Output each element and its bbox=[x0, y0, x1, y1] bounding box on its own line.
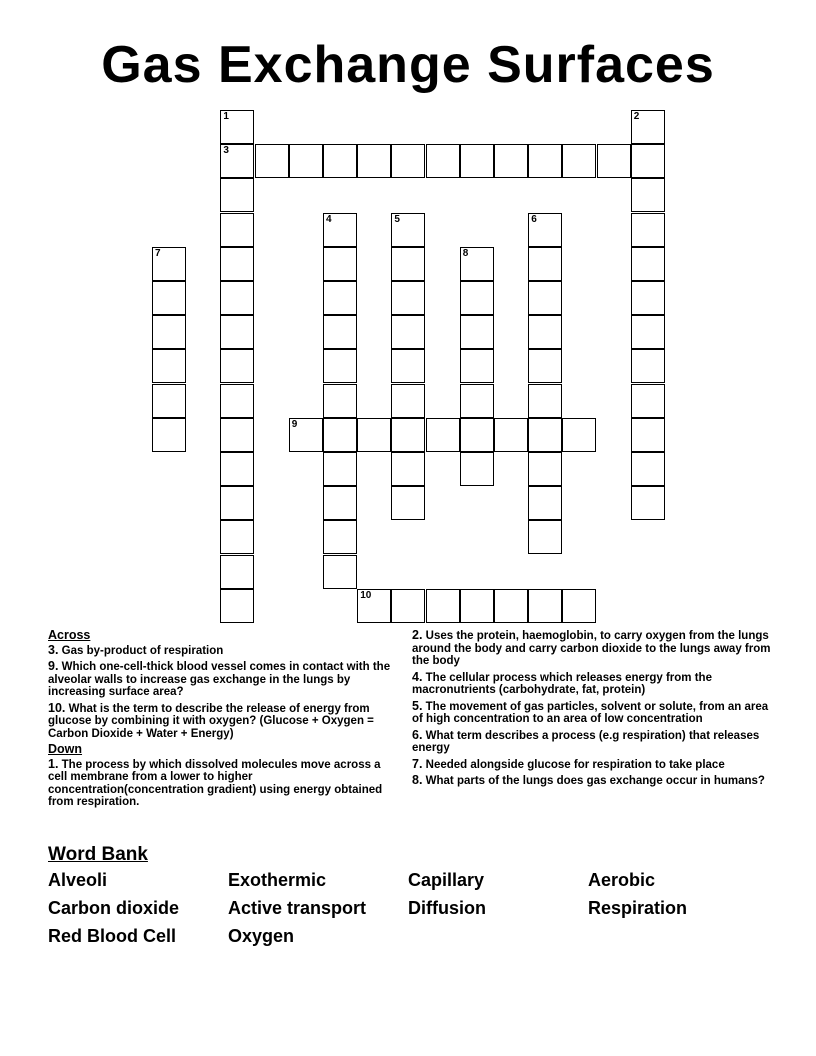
clue-item-number: 6. bbox=[412, 727, 423, 742]
crossword-cell[interactable] bbox=[323, 384, 357, 418]
word-bank-item: Aerobic bbox=[588, 870, 656, 890]
clue-item-text: Which one-cell-thick blood vessel comes in contact with the alveolar walls to increase gas exchange in the lungs by increasing surface area? bbox=[48, 661, 391, 698]
crossword-cell[interactable] bbox=[220, 555, 254, 589]
crossword-cell[interactable] bbox=[460, 281, 494, 315]
crossword-cell[interactable] bbox=[494, 418, 528, 452]
word-bank-title: Word Bank bbox=[48, 844, 148, 865]
clue-item-text: The movement of gas particles, solvent or solute, from an area of high concentration to an area of low concentration bbox=[412, 700, 769, 725]
crossword-cell[interactable] bbox=[631, 486, 665, 520]
crossword-cell[interactable] bbox=[152, 315, 186, 349]
crossword-cell[interactable] bbox=[220, 452, 254, 486]
crossword-cell[interactable] bbox=[562, 589, 596, 623]
crossword-cell[interactable] bbox=[631, 213, 665, 247]
crossword-cell[interactable] bbox=[391, 452, 425, 486]
clue-item bbox=[48, 660, 400, 699]
crossword-cell[interactable] bbox=[220, 144, 254, 178]
crossword-cell[interactable] bbox=[631, 315, 665, 349]
clue-item bbox=[412, 671, 772, 697]
crossword-cell[interactable] bbox=[391, 213, 425, 247]
crossword-cell[interactable] bbox=[152, 384, 186, 418]
word-bank-item: Diffusion bbox=[408, 898, 486, 918]
crossword-cell[interactable] bbox=[391, 315, 425, 349]
crossword-cell[interactable] bbox=[528, 281, 562, 315]
crossword-cell[interactable] bbox=[220, 178, 254, 212]
word-bank-item: Exothermic bbox=[228, 870, 327, 890]
crossword-cell[interactable] bbox=[323, 213, 357, 247]
crossword-cell[interactable] bbox=[391, 349, 425, 383]
crossword-cell[interactable] bbox=[323, 418, 357, 452]
clue-item-number: 7. bbox=[412, 756, 423, 771]
clue-item-number: 1. bbox=[48, 756, 59, 771]
crossword-cell[interactable] bbox=[220, 384, 254, 418]
crossword-cell[interactable] bbox=[528, 520, 562, 554]
crossword-cell[interactable] bbox=[562, 418, 596, 452]
crossword-cell[interactable] bbox=[220, 110, 254, 144]
clue-item-number: 5. bbox=[412, 698, 423, 713]
crossword-cell[interactable] bbox=[460, 247, 494, 281]
clue-item-text: Gas by-product of respiration bbox=[61, 644, 224, 657]
crossword-cell[interactable] bbox=[528, 247, 562, 281]
clue-item bbox=[48, 644, 400, 658]
clue-number: 4 bbox=[326, 213, 332, 225]
crossword-cell[interactable] bbox=[220, 315, 254, 349]
crossword-cell[interactable] bbox=[528, 349, 562, 383]
clue-item-number: 10. bbox=[48, 700, 66, 715]
word-bank-item: Carbon dioxide bbox=[48, 898, 180, 918]
crossword-cell[interactable] bbox=[220, 520, 254, 554]
word-bank bbox=[48, 870, 768, 946]
crossword-cell[interactable] bbox=[391, 486, 425, 520]
crossword-cell[interactable] bbox=[391, 384, 425, 418]
clue-number: 10 bbox=[360, 589, 372, 601]
crossword-cell[interactable] bbox=[528, 144, 562, 178]
clue-item bbox=[48, 758, 400, 809]
crossword-cell[interactable] bbox=[631, 452, 665, 486]
crossword-cell[interactable] bbox=[631, 178, 665, 212]
clue-item bbox=[412, 758, 772, 772]
crossword-cell[interactable] bbox=[631, 110, 665, 144]
crossword-cell[interactable] bbox=[391, 418, 425, 452]
crossword-cell[interactable] bbox=[528, 452, 562, 486]
clues-left-column bbox=[48, 629, 400, 812]
clue-item-number: 8. bbox=[412, 773, 423, 787]
crossword-cell[interactable] bbox=[460, 384, 494, 418]
clue-item bbox=[48, 702, 400, 741]
crossword-cell[interactable] bbox=[152, 418, 186, 452]
clue-item-text: What term describes a process (e.g respiration) that releases energy bbox=[412, 729, 760, 754]
clue-number: 5 bbox=[394, 213, 400, 225]
crossword-cell[interactable] bbox=[528, 213, 562, 247]
across-heading: Across bbox=[48, 628, 91, 642]
crossword-cell[interactable] bbox=[426, 418, 460, 452]
word-bank-item: Alveoli bbox=[48, 870, 108, 890]
down-heading: Down bbox=[48, 742, 83, 756]
crossword-cell[interactable] bbox=[357, 589, 391, 623]
clue-number: 7 bbox=[155, 247, 161, 259]
crossword-cell[interactable] bbox=[152, 247, 186, 281]
crossword-cell[interactable] bbox=[528, 315, 562, 349]
clue-item bbox=[412, 629, 772, 668]
crossword-cell[interactable] bbox=[460, 144, 494, 178]
crossword-cell[interactable] bbox=[597, 144, 631, 178]
word-bank-item: Active transport bbox=[228, 898, 367, 918]
crossword-cell[interactable] bbox=[357, 418, 391, 452]
crossword-cell[interactable] bbox=[220, 486, 254, 520]
crossword-cell[interactable] bbox=[631, 384, 665, 418]
clue-item-number: 2. bbox=[412, 628, 423, 642]
crossword-cell[interactable] bbox=[323, 349, 357, 383]
crossword-cell[interactable] bbox=[323, 486, 357, 520]
crossword-cell[interactable] bbox=[152, 349, 186, 383]
clue-number: 6 bbox=[531, 213, 537, 225]
clue-item bbox=[412, 700, 772, 726]
word-bank-item: Oxygen bbox=[228, 926, 295, 946]
crossword-cell[interactable] bbox=[323, 247, 357, 281]
crossword-cell[interactable] bbox=[460, 349, 494, 383]
crossword-cell[interactable] bbox=[255, 144, 289, 178]
crossword-cell[interactable] bbox=[391, 144, 425, 178]
word-bank-item: Red Blood Cell bbox=[48, 926, 177, 946]
crossword-cell[interactable] bbox=[426, 589, 460, 623]
crossword-cell[interactable] bbox=[323, 144, 357, 178]
crossword-cell[interactable] bbox=[426, 144, 460, 178]
word-bank-item: Capillary bbox=[408, 870, 485, 890]
crossword-cell[interactable] bbox=[357, 144, 391, 178]
clue-number: 9 bbox=[291, 418, 298, 430]
crossword-cell[interactable] bbox=[391, 589, 425, 623]
crossword-cell[interactable] bbox=[152, 281, 186, 315]
crossword-cell[interactable] bbox=[220, 589, 254, 623]
crossword-cell[interactable] bbox=[631, 247, 665, 281]
crossword-cell[interactable] bbox=[391, 247, 425, 281]
crossword-cell[interactable] bbox=[220, 281, 254, 315]
crossword-cell[interactable] bbox=[323, 555, 357, 589]
clue-item-text: The process by which dissolved molecules move across a cell membrane from a lower to higher concentration(concentration gradient) using energy obtained from respiration. bbox=[48, 758, 383, 808]
crossword-cell[interactable] bbox=[323, 315, 357, 349]
clue-item bbox=[412, 774, 772, 788]
crossword-cell[interactable] bbox=[528, 486, 562, 520]
crossword-cell[interactable] bbox=[494, 589, 528, 623]
crossword-cell[interactable] bbox=[460, 452, 494, 486]
clue-item-text: Needed alongside glucose for respiration to take place bbox=[425, 758, 725, 771]
crossword-cell[interactable] bbox=[323, 452, 357, 486]
word-bank-item: Respiration bbox=[588, 898, 688, 918]
clue-number: 2 bbox=[633, 111, 640, 122]
crossword-cell[interactable] bbox=[631, 418, 665, 452]
crossword-cell[interactable] bbox=[631, 281, 665, 315]
crossword-cell[interactable] bbox=[528, 589, 562, 623]
crossword-cell[interactable] bbox=[220, 349, 254, 383]
clue-item-number: 4. bbox=[412, 669, 423, 684]
crossword-cell[interactable] bbox=[391, 281, 425, 315]
clue-item-number: 3. bbox=[48, 642, 59, 657]
crossword-cell[interactable] bbox=[494, 144, 528, 178]
clue-number: 1 bbox=[223, 111, 229, 122]
crossword-cell[interactable] bbox=[220, 418, 254, 452]
clue-item-text: The cellular process which releases energy from the macronutrients (carbohydrate, fat, protein) bbox=[412, 671, 712, 696]
crossword-cell[interactable] bbox=[289, 418, 323, 452]
crossword-cell[interactable] bbox=[323, 520, 357, 554]
crossword-cell[interactable] bbox=[460, 589, 494, 623]
clue-item-number: 9. bbox=[48, 659, 59, 673]
crossword-cell[interactable] bbox=[528, 384, 562, 418]
crossword-cell[interactable] bbox=[460, 418, 494, 452]
crossword-cell[interactable] bbox=[220, 247, 254, 281]
clue-number: 3 bbox=[223, 145, 229, 157]
clues-right-column bbox=[412, 629, 772, 791]
clue-item bbox=[412, 729, 772, 755]
crossword-cell[interactable] bbox=[631, 144, 665, 178]
crossword-cell[interactable] bbox=[289, 144, 323, 178]
crossword-cell[interactable] bbox=[323, 281, 357, 315]
crossword-cell[interactable] bbox=[631, 349, 665, 383]
clue-item-text: What is the term to describe the release of energy from glucose by combining it with oxygen? (Glucose + Oxygen = Carbon Dioxide + Water + Energy) bbox=[48, 702, 374, 740]
clue-item-text: What parts of the lungs does gas exchange occur in humans? bbox=[425, 775, 765, 787]
crossword-cell[interactable] bbox=[528, 418, 562, 452]
crossword-cell[interactable] bbox=[460, 315, 494, 349]
crossword-cell[interactable] bbox=[220, 213, 254, 247]
page-title: Gas Exchange Surfaces bbox=[101, 36, 715, 94]
clue-item-text: Uses the protein, haemoglobin, to carry oxygen from the lungs around the body and carry carbon dioxide to the lungs away from the body bbox=[412, 630, 771, 667]
clue-number: 8 bbox=[462, 247, 469, 259]
crossword-cell[interactable] bbox=[562, 144, 596, 178]
